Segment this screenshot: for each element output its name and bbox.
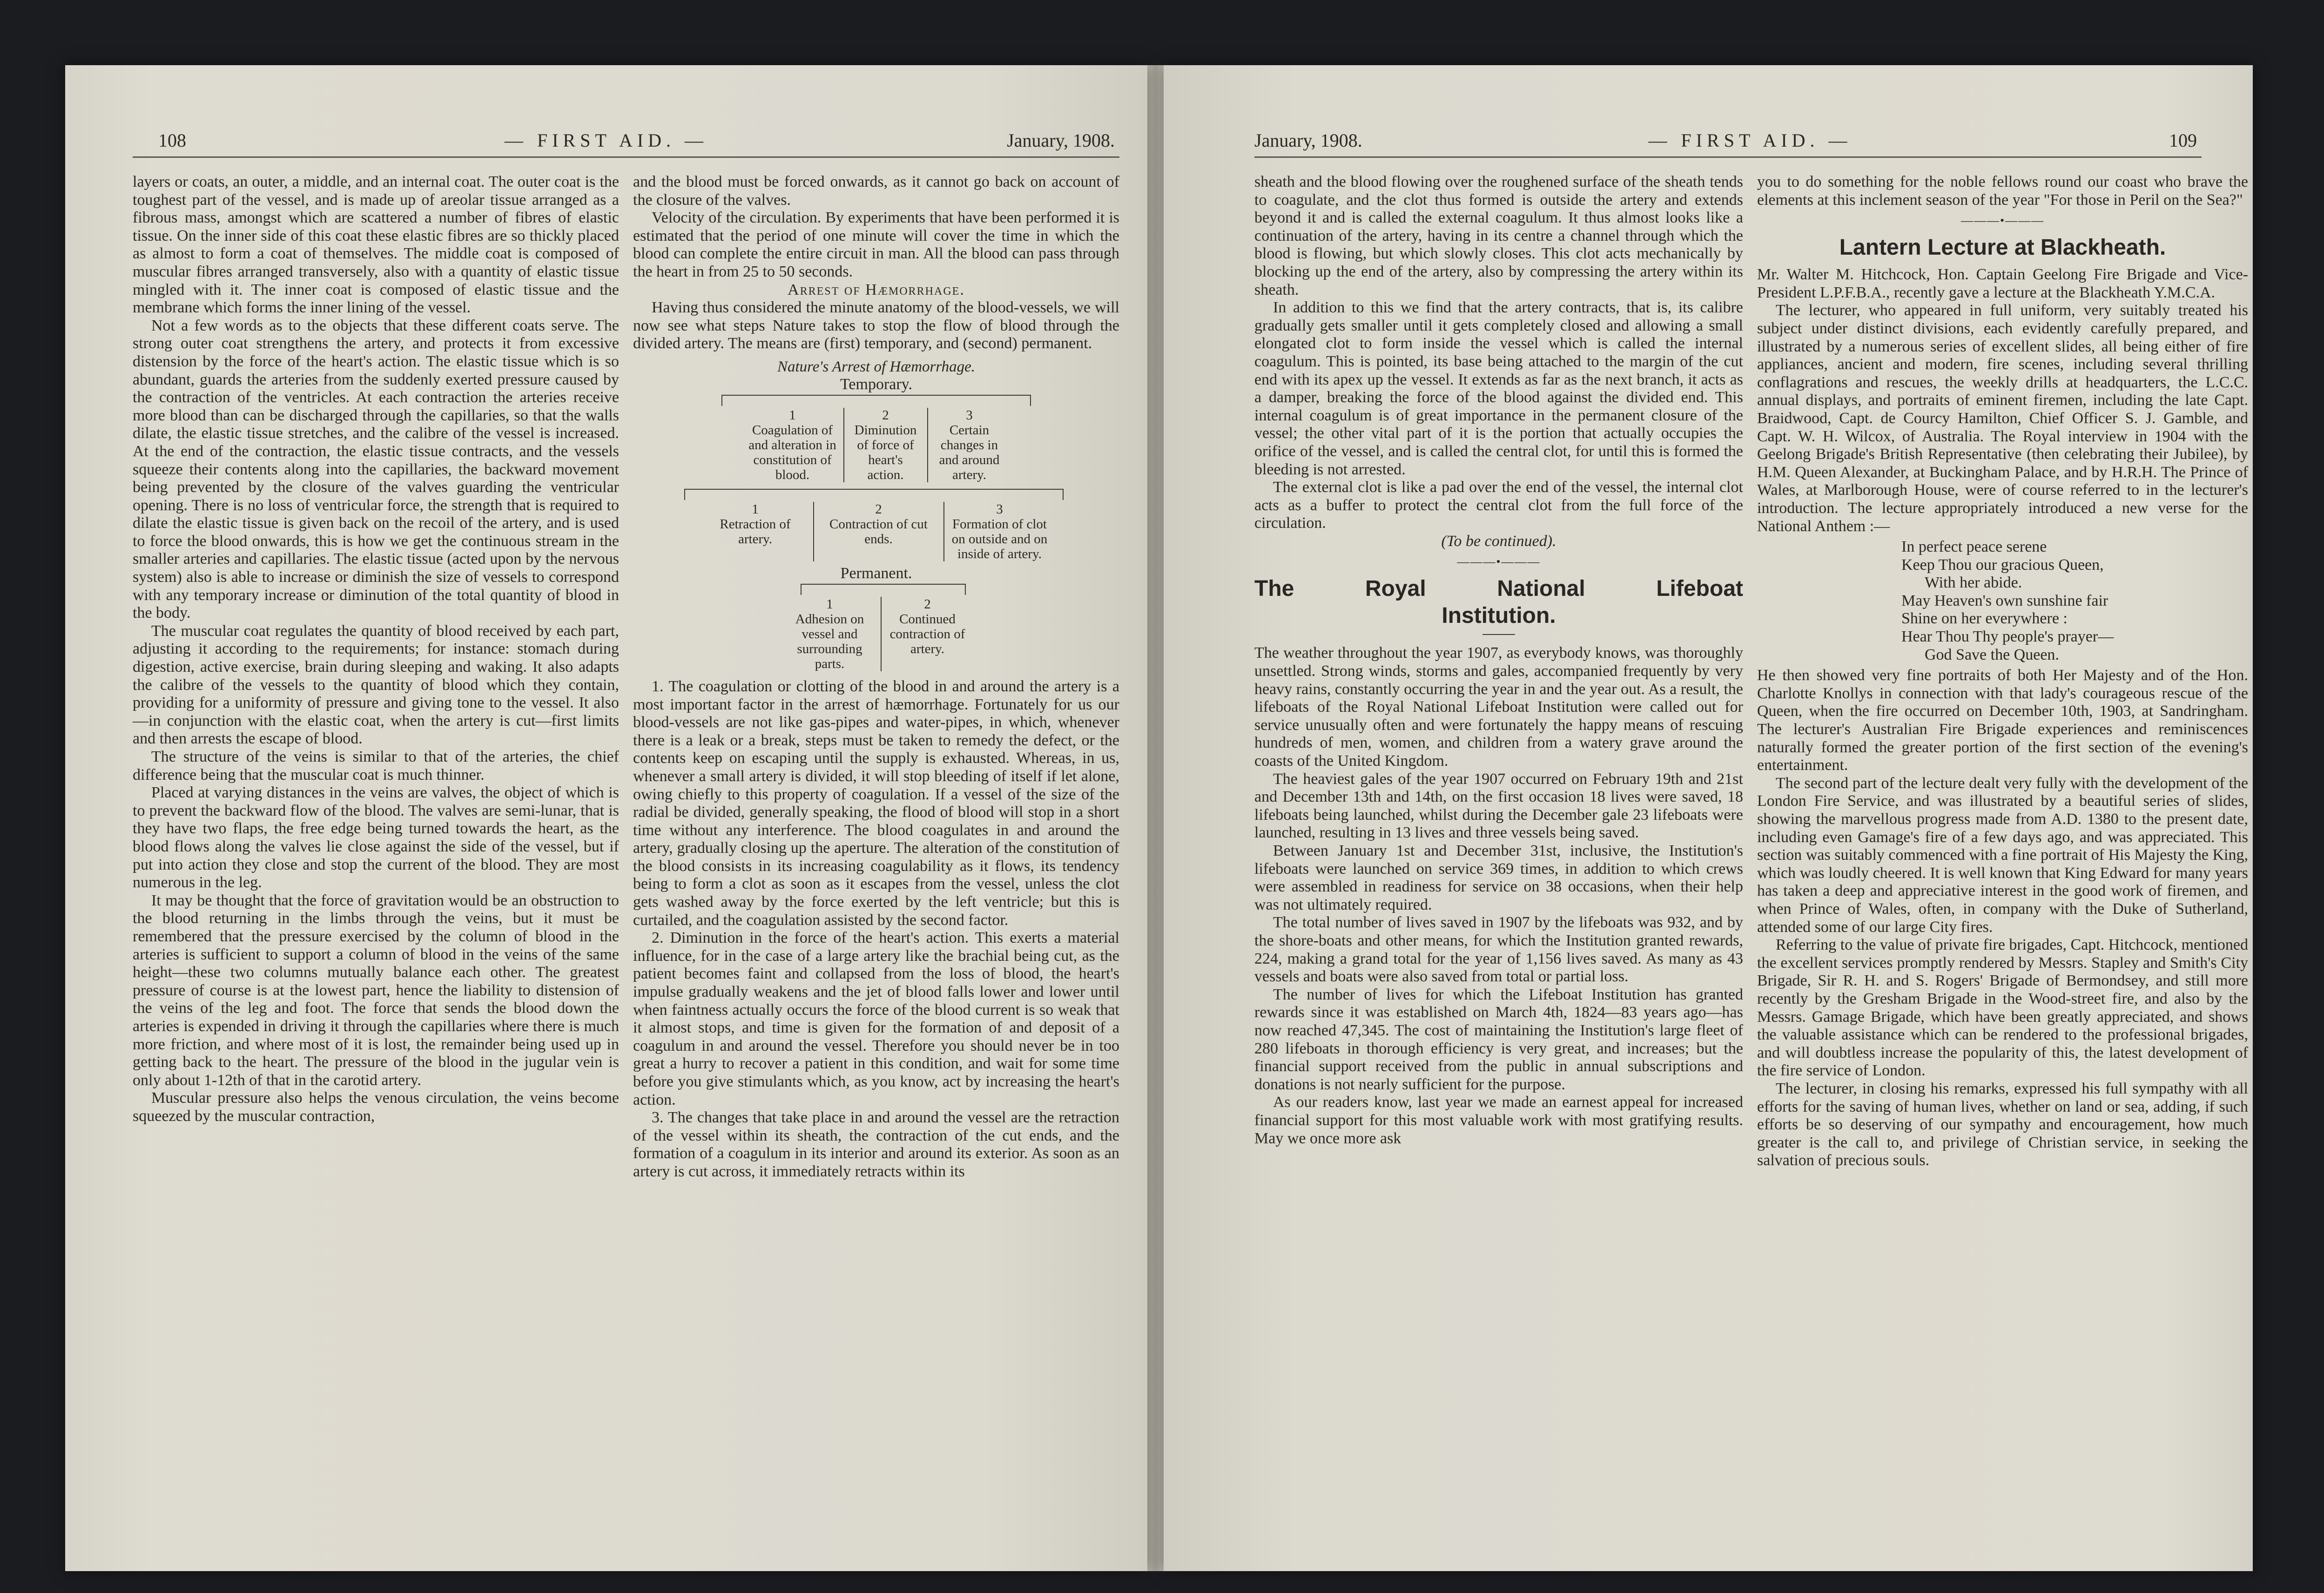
paragraph: 1. The coagulation or clotting of the blood in and around the artery is a most important factor in the arrest of hæmorrhage. Fortunately for us our blood-vessels are not like gas-pipes and water-pipes, in which, whenever there is a leak or a break, steps must be taken to remedy the defect, or the contents keep on escaping until the supply is exhausted. Whereas, in us, whenever a small artery is divided, it will stop bleeding of itself if let alone, owing chiefly to this property of coagulation. If a vessel of the size of the radial be divided, generally speaking, the flood of blood will stop in a short time without any interference. The blood coagulates in and around the artery, gradually closing up the aperture. The alteration of the constitution of the blood consists in its increasing coagulability as it flows, its tendency being to form a clot as soon as it escapes from the vessel, unless the clot gets washed away by the force exerted by the left ventricle; but this is curtailed, and the coagulation assisted by the second factor.	[633, 677, 1119, 929]
section-heading: Arrest of Hæmorrhage.	[788, 281, 965, 298]
header-rule	[1254, 156, 2202, 158]
verse-line: Hear Thou Thy people's prayer—	[1901, 628, 2114, 646]
diagram-text: Formation of clot on outside and on inside of artery.	[951, 516, 1048, 561]
paragraph: Placed at varying distances in the veins are valves, the object of which is to prevent the backward flow of the blood. The valves are semi-lunar, that is they have two flaps, the free edge being turned towards the heart, as the blood flows along the valves lie close against the side of the vessel, but if put into action they close and stop the current of the blood. They are most numerous in the leg.	[133, 784, 619, 891]
diagram-text: Continued contraction of artery.	[889, 611, 965, 656]
paragraph: The structure of the veins is similar to that of the arteries, the chief difference being that the muscular coat is much thinner.	[133, 748, 619, 783]
paragraph: The lecturer, in closing his remarks, expressed his full sympathy with all efforts for the saving of human lives, whether on land or sea, adding, if such efforts be so deserving of our sympathy and encouragement, how much greater is the call to, and privilege of Christian service, in seeking the salvation of precious souls.	[1757, 1080, 2248, 1169]
diagram-text: Certain changes in and around artery.	[939, 422, 1000, 482]
diagram-number: 2	[924, 596, 931, 612]
page-header	[65, 129, 1147, 157]
diagram-number: 2	[882, 407, 889, 423]
paragraph: Not a few words as to the objects that these different coats serve. The strong outer coat strengthens the artery, and protects it from excessive distension by the force of the heart's action. The elastic tissue which is so abundant, guards the arteries from the suddenly exerted pressure caused by the contraction of the ventricles. At each contraction the arteries receive more blood than can be discharged through the capillaries, so that the walls dilate, the elastic tissue stretches, and the calibre of the vessel is increased. At the end of the contraction, the elastic tissue contracts, and the vessels squeeze their contents along into the capillaries, the backward movement being prevented by the closure of the valves guarding the ventricular opening. There is no loss of ventricular force, the strength that is required to dilate the elastic tissue is given back on the recoil of the artery, and is used to force the blood onwards, this is how we get the continuous stream in the smaller arteries and capillaries. The elastic tissue (acted upon by the nervous system) also is able to increase or diminish the size of vessels to correspond with any temporary increase or diminution of the total quantity of blood in the body.	[133, 317, 619, 622]
paragraph: 3. The changes that take place in and around the vessel are the retraction of the vessel within its sheath, the contraction of the cut ends, and the formation of a coagulum in its interior and around its exterior. As soon as an artery is cut across, it immediately retracts within its	[633, 1109, 1119, 1180]
paragraph: Muscular pressure also helps the venous circulation, the veins become squeezed by the muscular contraction,	[133, 1089, 619, 1125]
diagram-text: Retraction of artery.	[720, 516, 791, 547]
haemorrhage-diagram	[633, 359, 1119, 671]
diagram-text: Diminution of force of heart's action.	[854, 422, 917, 482]
page-number: 109	[2169, 130, 2197, 151]
diagram-title: Nature's Arrest of Hæmorrhage.	[777, 358, 976, 375]
paragraph: The number of lives for which the Lifeboat Institution has granted rewards since it was established on March 4th, 1824—83 years ago—has now reached 47,345. The cost of maintaining the Institution's large fleet of 280 lifeboats in thorough efficiency is very great, and increases; but the financial support received from the public in annual subscriptions and donations is not nearly sufficient for the purpose.	[1254, 986, 1743, 1093]
paragraph: The muscular coat regulates the quantity of blood received by each part, adjusting it according to the requirements; for instance: stomach during digestion, active exercise, brain during sleeping and waking. It also adapts the calibre of the vessels to the quantity of blood which they contain, providing for a uniformity of pressure and giving tone to the vessel. It also—in conjunction with the elastic coat, when the artery is cut—first limits and then arrests the escape of blood.	[133, 622, 619, 748]
heading-word: The	[1254, 576, 1294, 601]
diagram-number: 1	[752, 501, 759, 517]
lifeboat-heading	[1254, 575, 1743, 629]
left-column-1	[133, 173, 619, 1125]
left-column-2	[633, 173, 1119, 1181]
heading-word: Lifeboat	[1656, 576, 1743, 601]
verse-line: May Heaven's own sunshine fair	[1901, 592, 2108, 609]
issue-date: January, 1908.	[1254, 130, 1362, 151]
to-be-continued: (To be continued).	[1441, 532, 1556, 550]
heading-word: National	[1497, 576, 1585, 601]
diagram-cell	[843, 408, 927, 482]
diagram-temporary-label: Temporary.	[840, 375, 912, 393]
paragraph: Referring to the value of private fire brigades, Capt. Hitchcock, mentioned the excellent services promptly rendered by Messrs. Stapley and Smith's City Brigade, Sir R. H. and S. Rogers' Brigade of Bermondsey, and still more recently by the Gresham Brigade in the Wood-street fire, and also by the Messrs. Gamage Brigade, which have been greatly appreciated, and shows the valuable assistance which can be rendered to the professional brigades, and will doubtless increase the popularity of this, the latest development of the fire service of London.	[1757, 936, 2248, 1080]
paragraph: The second part of the lecture dealt very fully with the development of the London Fire Service, and was illustrated by a beautiful series of slides, showing the marvellous progress made from A.D. 1380 to the present date, including even Gamage's fire of a few days ago, and was appreciated. This section was suitably commenced with a fine portrait of His Majesty the King, which was loudly cheered. It is well known that King Edward for many years has taken a deep and appreciative interest in the good work of firemen, and when Prince of Wales, often, in company with the Duke of Sutherland, attended some of our large City fires.	[1757, 774, 2248, 936]
diagram-number: 2	[875, 501, 882, 517]
ornament-divider: ———•———	[1960, 214, 2045, 228]
page-number: 108	[158, 130, 186, 151]
page-header	[1164, 129, 2253, 157]
verse-line: God Save the Queen.	[1925, 646, 2059, 663]
paragraph: The weather throughout the year 1907, as everybody knows, was thoroughly unsettled. Strong winds, storms and gales, accompanied frequently by very heavy rains, constantly occurring the year in and the year out. As a result, the lifeboats of the Royal National Lifeboat Institution were called out for service unusually often and were fortunately the happy means of rescuing hundreds of men, women, and children from a watery grave around the coasts of the United Kingdom.	[1254, 644, 1743, 770]
paragraph: you to do something for the noble fellows round our coast who brave the elements at this inclement season of the year "For those in Peril on the Sea?"	[1757, 173, 2248, 209]
book-gutter	[1147, 65, 1164, 1571]
paragraph: The lecturer, who appeared in full uniform, very suitably treated his subject under distinct divisions, each evidently carefully prepared, and illustrated by a numerous series of excellent slides, all being either of fire appliances, ancient and modern, fire scenes, including several thrilling conflagrations and rescues, the weekly drills at headquarters, the L.C.C. annual displays, and portraits of eminent firemen, including the late Capt. Braidwood, Capt. de Courcy Hamilton, Chief Officer S. J. Gamble, and Capt. W. H. Wilcox, of Australia. The Royal interview in 1904 with the Geelong Brigade's British Representative (then celebrating their Jubilee), by H.M. Queen Alexander, at Buckingham Palace, and by H.R.H. The Prince of Wales, at Marlborough House, were of course referred to in the lecturer's introduction. The lecture appropriately introduced a new verse for the National Anthem :—	[1757, 302, 2248, 535]
heading-word: Royal	[1365, 576, 1426, 601]
paragraph: The total number of lives saved in 1907 by the lifeboats was 932, and by the shore-boats and other means, for which the Institution granted rewards, 224, making a grand total for the year of 1,156 lives saved. As many as 43 vessels and boats were also saved from total or partial loss.	[1254, 914, 1743, 986]
right-page	[1164, 65, 2253, 1571]
paragraph: and the blood must be forced onwards, as it cannot go back on account of the closure of the valves.	[633, 173, 1119, 209]
diagram-text: Adhesion on vessel and surrounding parts.	[795, 611, 864, 671]
verse-line: Keep Thou our gracious Queen,	[1901, 556, 2104, 574]
diagram-row	[633, 597, 1119, 671]
diagram-number: 3	[996, 501, 1003, 517]
diagram-cell	[813, 502, 943, 561]
diagram-cell	[943, 502, 1055, 561]
paragraph: 2. Diminution in the force of the heart's action. This exerts a material influence, for in the case of a large artery like the brachial being cut, as the patient becomes faint and collapsed from the loss of blood, the heart's impulse gradually weakens and the jet of blood falls lower and lower until when faintness actually occurs the force of the blood current is so weak that it almost stops, and time is given for the formation of and deposit of a coagulum in and around the vessel. Therefore you should never be in too great a hurry to recover a patient in this condition, and wait for some time before you give stimulants which, as you know, act by increasing the heart's action.	[633, 929, 1119, 1108]
paragraph: As our readers know, last year we made an earnest appeal for increased financial support for this most valuable work with most gratifying results. May we once more ask	[1254, 1094, 1743, 1147]
running-title: — FIRST AID. —	[504, 130, 708, 151]
lantern-heading: Lantern Lecture at Blackheath.	[1839, 235, 2166, 260]
issue-date: January, 1908.	[1007, 130, 1115, 151]
diagram-number: 3	[966, 407, 973, 423]
diagram-cell	[698, 502, 813, 561]
paragraph: Having thus considered the minute anatomy of the blood-vessels, we will now see what steps Nature takes to stop the flow of blood through the divided artery. The means are (first) temporary, and (second) permanent.	[633, 299, 1119, 352]
diagram-text: Contraction of cut ends.	[829, 516, 928, 547]
paragraph: Velocity of the circulation. By experiments that have been performed it is estimated that the period of one minute will cover the time in which the blood can complete the entire circuit in man. All the blood can pass through the heart in from 25 to 50 seconds.	[633, 209, 1119, 280]
diagram-cell	[927, 408, 1011, 482]
anthem-verse	[1757, 538, 2248, 664]
heading-word: Institution.	[1442, 603, 1556, 628]
brace	[801, 584, 966, 595]
running-title: — FIRST AID. —	[1648, 130, 1852, 151]
verse-line: With her abide.	[1925, 574, 2022, 592]
paragraph: He then showed very fine portraits of both Her Majesty and of the Hon. Charlotte Knollys in connection with that lady's courageous rescue of the Queen, when the fire occurred on December 10th, 1903, at Sandringham. The lecturer's Australian Fire Brigade experiences and reminiscences naturally formed the greater portion of the first section of the evening's entertainment.	[1757, 667, 2248, 774]
paragraph: Between January 1st and December 31st, inclusive, the Institution's lifeboats were launched on service 369 times, in addition to which crews were assembled in readiness for service on 38 occasions, when their help was not ultimately required.	[1254, 842, 1743, 913]
paragraph: In addition to this we find that the artery contracts, that is, its calibre gradually gets smaller until it gets completely closed and allowing a small elongated clot to form inside the vessel which is called the internal coagulum. This is pointed, its base being attached to the margin of the cut end with its apex up the vessel. It extends as far as the next branch, it acts as a damper, breaking the force of the blood against the divided end. This internal coagulum is of great importance in the permanent closure of the vessel; the other vital part of it is the portion that actually occupies the orifice of the vessel, and is called the central clot, for until this is formed the bleeding is not arrested.	[1254, 299, 1743, 478]
verse-line: Shine on her everywhere :	[1901, 610, 2068, 628]
diagram-permanent-label: Permanent.	[840, 564, 912, 582]
header-rule	[133, 156, 1119, 158]
verse-line: In perfect peace serene	[1901, 538, 2047, 556]
paragraph: sheath and the blood flowing over the roughened surface of the sheath tends to coagulate, and the clot thus formed is outside the artery and extends beyond it and is called the external coagulum. It thus almost looks like a continuation of the artery, having in its centre a channel through which the blood is flowing, but which slowly closes. This clot acts mechanically by blocking up the end of the artery, also by compressing the artery within its sheath.	[1254, 173, 1743, 298]
paragraph: Mr. Walter M. Hitchcock, Hon. Captain Geelong Fire Brigade and Vice-President L.P.F.B.A., recently gave a lecture at the Blackheath Y.M.C.A.	[1757, 266, 2248, 301]
diagram-cell	[742, 408, 843, 482]
diagram-row	[633, 408, 1119, 482]
right-column-1	[1254, 173, 1743, 1148]
paragraph: The heaviest gales of the year 1907 occurred on February 19th and 21st and December 13th and 14th, on the first occasion 18 lives were saved, 18 lifeboats being launched, whilst during the December gale 23 lifeboats were launched, resulting in 13 lives and three vessels being saved.	[1254, 770, 1743, 842]
right-column-2	[1757, 173, 2248, 1170]
short-rule	[1482, 634, 1515, 635]
brace	[721, 395, 1031, 406]
diagram-text: Coagulation of and alteration in constitution of blood.	[748, 422, 836, 482]
diagram-number: 1	[826, 596, 833, 612]
diagram-row	[633, 502, 1119, 561]
diagram-cell	[779, 597, 881, 671]
brace	[684, 489, 1064, 500]
paragraph: It may be thought that the force of gravitation would be an obstruction to the blood returning in the limbs through the veins, but it must be remembered that the pressure exercised by the column of blood in the arteries is sufficient to support a column of blood in the veins of the same height—these two columns mutually balance each other. The greatest pressure of course is at the lowest part, hence the liability to distension of the veins of the leg and foot. The force that sends the blood down the arteries is expended in driving it through the capillaries where there is much more friction, and where most of it is lost, the remainder being used up in getting back to the heart. The pressure of the blood in the jugular vein is only about 1-12th of that in the carotid artery.	[133, 891, 619, 1089]
diagram-number: 1	[789, 407, 796, 423]
ornament-divider: ———•———	[1457, 555, 1541, 569]
paragraph: The external clot is like a pad over the end of the vessel, the internal clot acts as a buffer to protect the central clot from the full force of the circulation.	[1254, 479, 1743, 532]
diagram-cell	[881, 597, 974, 671]
left-page	[65, 65, 1147, 1571]
paragraph: layers or coats, an outer, a middle, and an internal coat. The outer coat is the toughest part of the vessel, and is made up of areolar tissue arranged as a fibrous mass, amongst which are scattered a number of fibres of elastic tissue. On the inner side of this coat these elastic fibres are so thickly placed as almost to form a coat of themselves. The middle coat is composed of muscular fibres arranged transversely, also with a quantity of elastic tissue mingled with it. The inner coat is composed of elastic tissue and the membrane which forms the inner lining of the vessel.	[133, 173, 619, 317]
